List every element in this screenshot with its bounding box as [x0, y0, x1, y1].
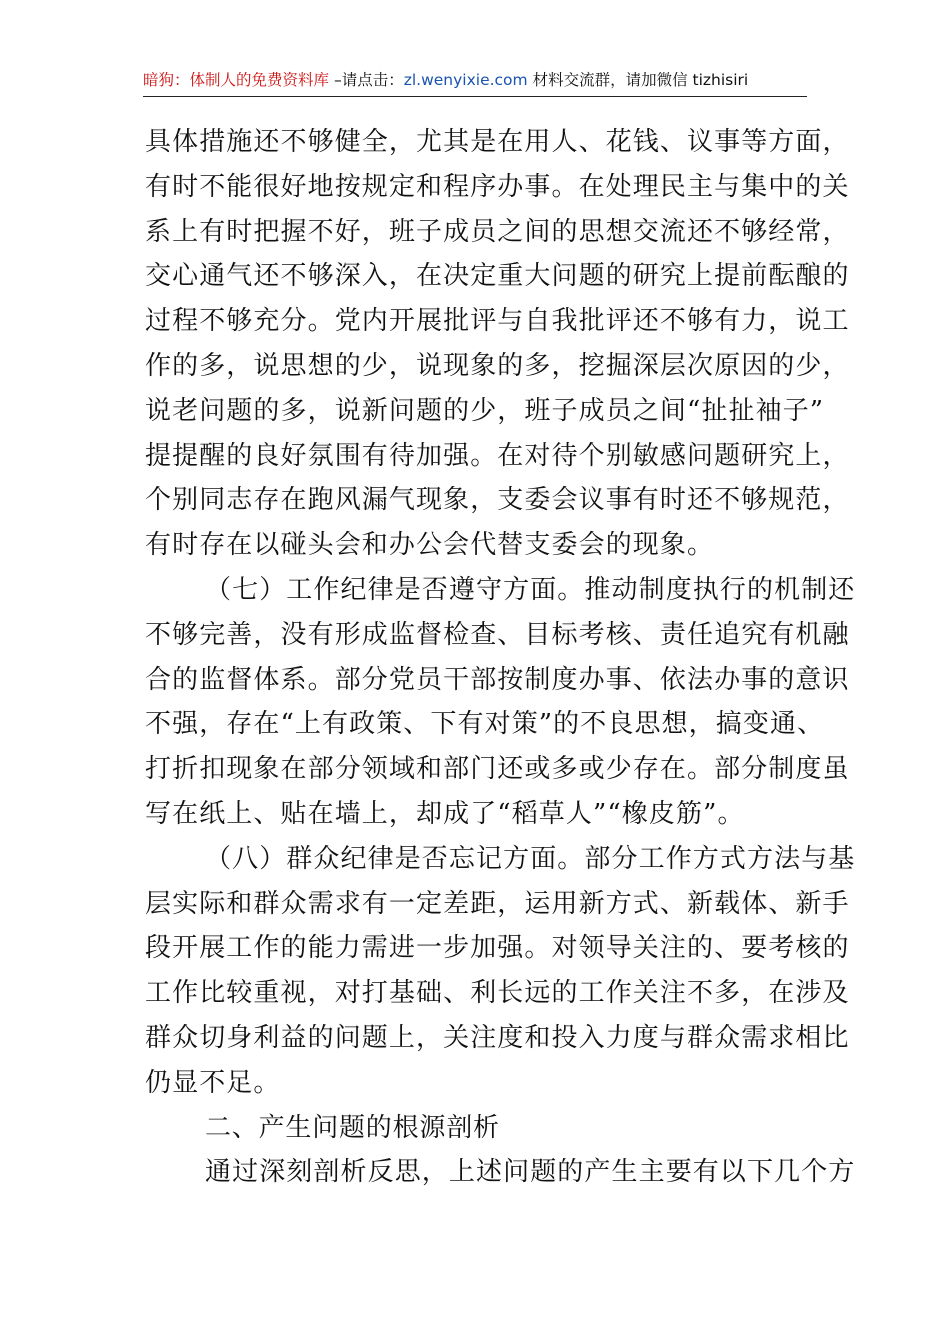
header-brand: 暗狗：体制人的免费资料库 — [143, 71, 330, 89]
paragraph-start-line: 通过深刻剖析反思，上述问题的产生主要有以下几个方 — [205, 1157, 856, 1188]
text-line: 群众切身利益的问题上，关注度和投入力度与群众需求相比 — [145, 1022, 850, 1053]
text-line: 系上有时把握不好，班子成员之间的思想交流还不够经常， — [145, 216, 850, 247]
text-line: 个别同志存在跑风漏气现象，支委会议事有时还不够规范， — [145, 485, 850, 516]
document-body — [145, 120, 856, 1195]
page-header — [143, 66, 807, 97]
text-line: 有时不能很好地按规定和程序办事。在处理民主与集中的关 — [145, 171, 850, 202]
paragraph-start-line: （八）群众纪律是否忘记方面。部分工作方式方法与基 — [205, 843, 856, 874]
text-line: 写在纸上、贴在墙上，却成了“稻草人”“橡皮筋”。 — [145, 798, 745, 829]
paragraph-start-line: （七）工作纪律是否遵守方面。推动制度执行的机制还 — [205, 574, 856, 605]
text-line: 层实际和群众需求有一定差距，运用新方式、新载体、新手 — [145, 888, 850, 919]
header-group-note: 材料交流群，请加微信 tizhisiri — [527, 71, 749, 89]
text-line: 不够完善，没有形成监督检查、目标考核、责任追究有机融 — [145, 619, 850, 650]
text-line: 打折扣现象在部分领域和部门还或多或少存在。部分制度虽 — [145, 754, 850, 785]
text-line: 工作比较重视，对打基础、利长远的工作关注不多，在涉及 — [145, 978, 850, 1009]
text-line: 具体措施还不够健全，尤其是在用人、花钱、议事等方面， — [145, 127, 850, 157]
text-line: 提提醒的良好氛围有待加强。在对待个别敏感问题研究上， — [145, 440, 850, 471]
text-line: 段开展工作的能力需进一步加强。对领导关注的、要考核的 — [145, 933, 850, 964]
text-line: 合的监督体系。部分党员干部按制度办事、依法办事的意识 — [145, 664, 850, 695]
text-line: 有时存在以碰头会和办公会代替支委会的现象。 — [145, 530, 715, 561]
header-site-link[interactable]: zl.wenyixie.com — [403, 71, 528, 89]
header-click-label: –请点击： — [329, 71, 404, 89]
text-line: 作的多，说思想的少，说现象的多，挖掘深层次原因的少， — [145, 350, 850, 381]
text-line: 仍显不足。 — [145, 1067, 281, 1098]
text-line: 不强，存在“上有政策、下有对策”的不良思想，搞变通、 — [145, 709, 825, 740]
text-line: 过程不够充分。党内开展批评与自我批评还不够有力，说工 — [145, 306, 850, 337]
text-line: 说老问题的多，说新问题的少，班子成员之间“扯扯袖子” — [145, 395, 825, 426]
section-heading: 二、产生问题的根源剖析 — [205, 1112, 500, 1143]
text-line: 交心通气还不够深入，在决定重大问题的研究上提前酝酿的 — [145, 261, 850, 292]
